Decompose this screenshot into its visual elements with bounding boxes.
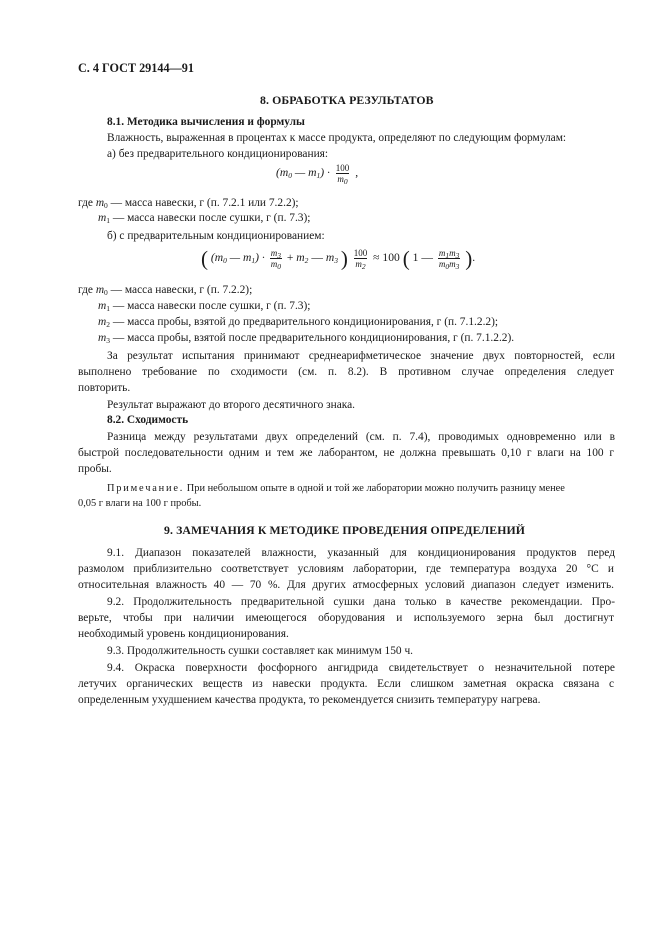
formula-a: ($m_0$ — $m_1$) · $\frac{100}{m_0}$ , <box>276 163 359 186</box>
where-a-0: где $m_0$ — масса навески, г (п. 7.2.1 или 7.2.2); <box>78 197 299 210</box>
where-b-0: где $m_0$ — масса навески, г (п. 7.2.2); <box>78 284 253 297</box>
result-line-1: За результат испытания принимают среднеарифметическое значение двух повторностей, если <box>107 350 615 362</box>
note-line-2: 0,05 г влаги на 100 г пробы. <box>78 498 202 509</box>
where-b-2: $m_2$ — масса пробы, взятой до предварительного кондиционирования, г (п. 7.1.2.2); <box>98 316 499 329</box>
p92-line-3: необходимый уровень кондиционирования. <box>78 628 289 640</box>
page-header: С. 4 ГОСТ 29144—91 <box>78 61 194 75</box>
p91-line-3: относительная влажность 40 — 70 %. Для других атмосферных условий диапазон следует изменить. <box>78 579 614 591</box>
where-b-1: $m_1$ — масса навески после сушки, г (п. 7.3); <box>98 300 311 313</box>
formula-a-fraction: $\frac{100}{m_0}$ <box>335 163 350 186</box>
precision-text: Результат выражают до второго десятичного знака. <box>107 399 356 411</box>
p93-line: 9.3. Продолжительность сушки составляет как минимум 150 ч. <box>107 645 414 657</box>
section-8-title: 8. ОБРАБОТКА РЕЗУЛЬТАТОВ <box>260 93 434 107</box>
p92-line-1: 9.2. Продолжительность предварительной сушки дана только в качестве рекомендации. Про- <box>107 596 615 608</box>
subsection-8-2-heading: 8.2. Сходимость <box>107 414 189 426</box>
convergence-line-3: пробы. <box>78 463 112 475</box>
where-b-3: $m_3$ — масса пробы, взятой после предварительного кондиционирования, г (п. 7.1.2.2). <box>98 332 515 345</box>
item-b-label: б) с предварительным кондиционированием: <box>107 230 325 242</box>
p92-line-2: верьте, чтобы при наличии имеющегося оборудования и используемого зерна был достигнут <box>78 612 614 624</box>
subsection-8-1-heading: 8.1. Методика вычисления и формулы <box>107 116 305 128</box>
item-a-label: а) без предварительного кондиционирования: <box>107 148 329 160</box>
p94-line-1: 9.4. Окраска поверхности фосфорного ангидрида свидетельствует о незначительной потере <box>107 662 615 674</box>
p94-line-2: летучих органических веществ из навески продукта. Если слишком заметная окраска связана с <box>78 678 614 690</box>
where-a-1: $m_1$ — масса навески после сушки, г (п. 7.3); <box>98 212 311 225</box>
formula-b: ( ($m_0$ — $m_1$) · $\frac{m_3}{m_0}$ + $m_2$ — $m_3$ ) $\frac{100}{m_2}$ ≈ 100 ( 1 — $\frac{m_1m_3}{m_0m_3}$ ). <box>201 246 476 271</box>
result-line-2: выполнено требование по сходимости (см. п. 8.2). В противном случае определения следует <box>78 366 614 378</box>
result-line-3: повторить. <box>78 382 131 394</box>
convergence-line-1: Разница между результатами двух определений (см. п. 7.4), проводимых одновременно или в <box>107 431 615 443</box>
p91-line-2: размолом приблизительно соответствует условиям лаборатории, где температура воздуха 20 °С и <box>78 563 614 575</box>
intro-text: Влажность, выраженная в процентах к массе продукта, определяют по следующим формулам: <box>107 132 567 144</box>
p91-line-1: 9.1. Диапазон показателей влажности, указанный для кондиционирования продуктов перед <box>107 547 615 559</box>
note-label: Примечание. <box>107 483 185 494</box>
p94-line-3: определенным ухудшением качества продукта, то рекомендуется снизить температуру нагрева. <box>78 694 541 706</box>
convergence-line-2: быстрой последовательности одним и тем же лаборантом, не должна превышать 0,10 г влаги на 100 г <box>78 447 614 459</box>
note-line-1: Примечание. При небольшом опыте в одной и той же лаборатории можно получить разницу менее <box>107 483 565 494</box>
section-9-title: 9. ЗАМЕЧАНИЯ К МЕТОДИКЕ ПРОВЕДЕНИЯ ОПРЕДЕЛЕНИЙ <box>164 523 526 537</box>
